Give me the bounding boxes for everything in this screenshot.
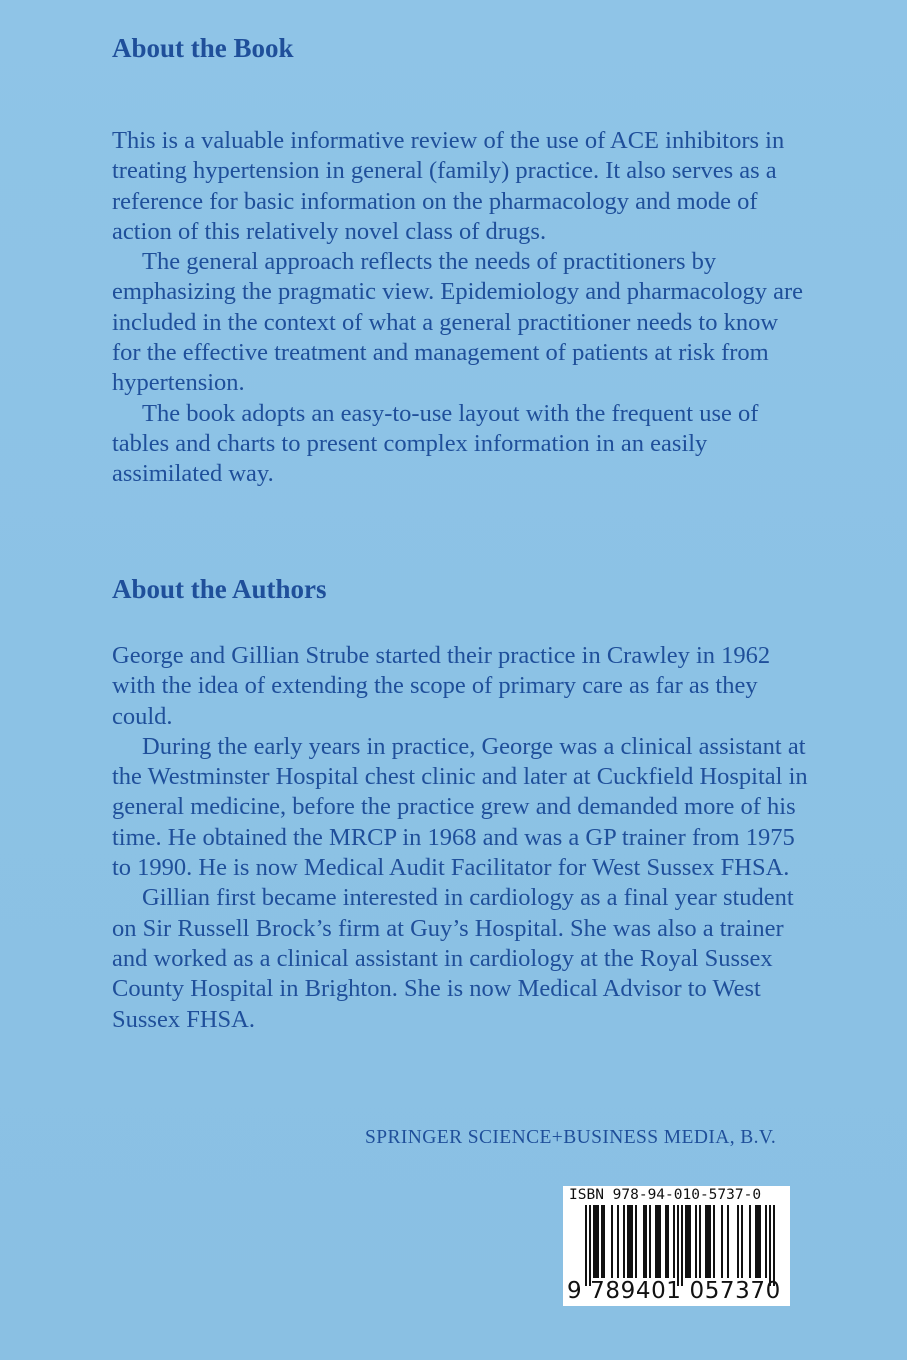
isbn-label: ISBN 978-94-010-5737-0 (569, 1187, 762, 1203)
barcode-bar-13 (665, 1205, 669, 1278)
barcode-bar-14 (673, 1205, 675, 1278)
barcode-bar-12 (655, 1205, 661, 1278)
about-authors-heading: About the Authors (112, 574, 327, 604)
barcode-bar-17 (685, 1205, 691, 1278)
barcode-bar-2 (589, 1205, 591, 1286)
about-authors-text (112, 641, 812, 1035)
barcode-bar-8 (627, 1205, 633, 1278)
barcode-bar-23 (727, 1205, 729, 1278)
barcode-bar-18 (695, 1205, 697, 1278)
barcode-bar-1 (585, 1205, 587, 1286)
barcode-bar-26 (749, 1205, 751, 1278)
barcode-bar-27 (755, 1205, 761, 1278)
barcode-bar-6 (617, 1205, 619, 1278)
barcode-bar-29 (769, 1205, 771, 1286)
barcode-bar-19 (699, 1205, 701, 1278)
about-book-heading: About the Book (112, 33, 294, 63)
barcode-bar-15 (677, 1205, 679, 1286)
barcode-bar-24 (737, 1205, 739, 1278)
barcode-bar-16 (681, 1205, 683, 1286)
about-book-paragraph-1: This is a valuable informative review of the use of ACE inhibitors in treating hypertension in general (family) practice. It also serves as a reference for basic information on the pharmacology and mode of action of this relatively novel class of drugs. (112, 127, 785, 245)
barcode-bar-11 (649, 1205, 651, 1278)
barcode-bar-5 (611, 1205, 613, 1278)
barcode-bar-21 (713, 1205, 715, 1278)
about-authors-paragraph-3: Gillian first became interested in cardiology as a final year student on Sir Russell Brock’s firm at Guy’s Hospital. She was also a trainer and worked as a clinical assistant in cardiology at the Royal Sussex County Hospital in Brighton. She is now Medical Advisor to West Sussex FHSA. (112, 884, 794, 1033)
barcode-bar-4 (601, 1205, 605, 1278)
barcode-bar-25 (741, 1205, 743, 1278)
barcode-bar-30 (773, 1205, 775, 1286)
barcode-bar-22 (721, 1205, 723, 1278)
about-authors-paragraph-1: George and Gillian Strube started their practice in Crawley in 1962 with the idea of extending the scope of primary care as far as they could. (112, 642, 771, 730)
barcode-bar-3 (593, 1205, 599, 1278)
about-book-paragraph-2: The general approach reflects the needs of practitioners by emphasizing the pragmatic view. Epidemiology and pharmacology are included in the context of what a general practitioner needs to know for the effective treatment and management of patients at risk from hypertension. (112, 248, 803, 397)
about-book-paragraph-3: The book adopts an easy-to-use layout with the frequent use of tables and charts to present complex information in an easily assimilated way. (112, 399, 759, 488)
barcode-bar-28 (765, 1205, 767, 1278)
isbn-barcode (563, 1186, 790, 1306)
about-authors-paragraph-2: During the early years in practice, George was a clinical assistant at the Westminster Hospital chest clinic and later at Cuckfield Hospital in general medicine, before the practice grew and demanded more of his time. He obtained the MRCP in 1968 and was a GP trainer from 1975 to 1990. He is now Medical Audit Facilitator for West Sussex FHSA. (112, 732, 808, 882)
barcode-bar-9 (635, 1205, 637, 1278)
barcode-bar-20 (705, 1205, 711, 1278)
barcode-bar-10 (643, 1205, 647, 1278)
publisher-name: SPRINGER SCIENCE+BUSINESS MEDIA, B.V. (365, 1127, 777, 1148)
about-book-text (112, 126, 812, 490)
barcode-bar-7 (623, 1205, 625, 1278)
barcode-digits: 9 789401 057370 (567, 1278, 781, 1304)
